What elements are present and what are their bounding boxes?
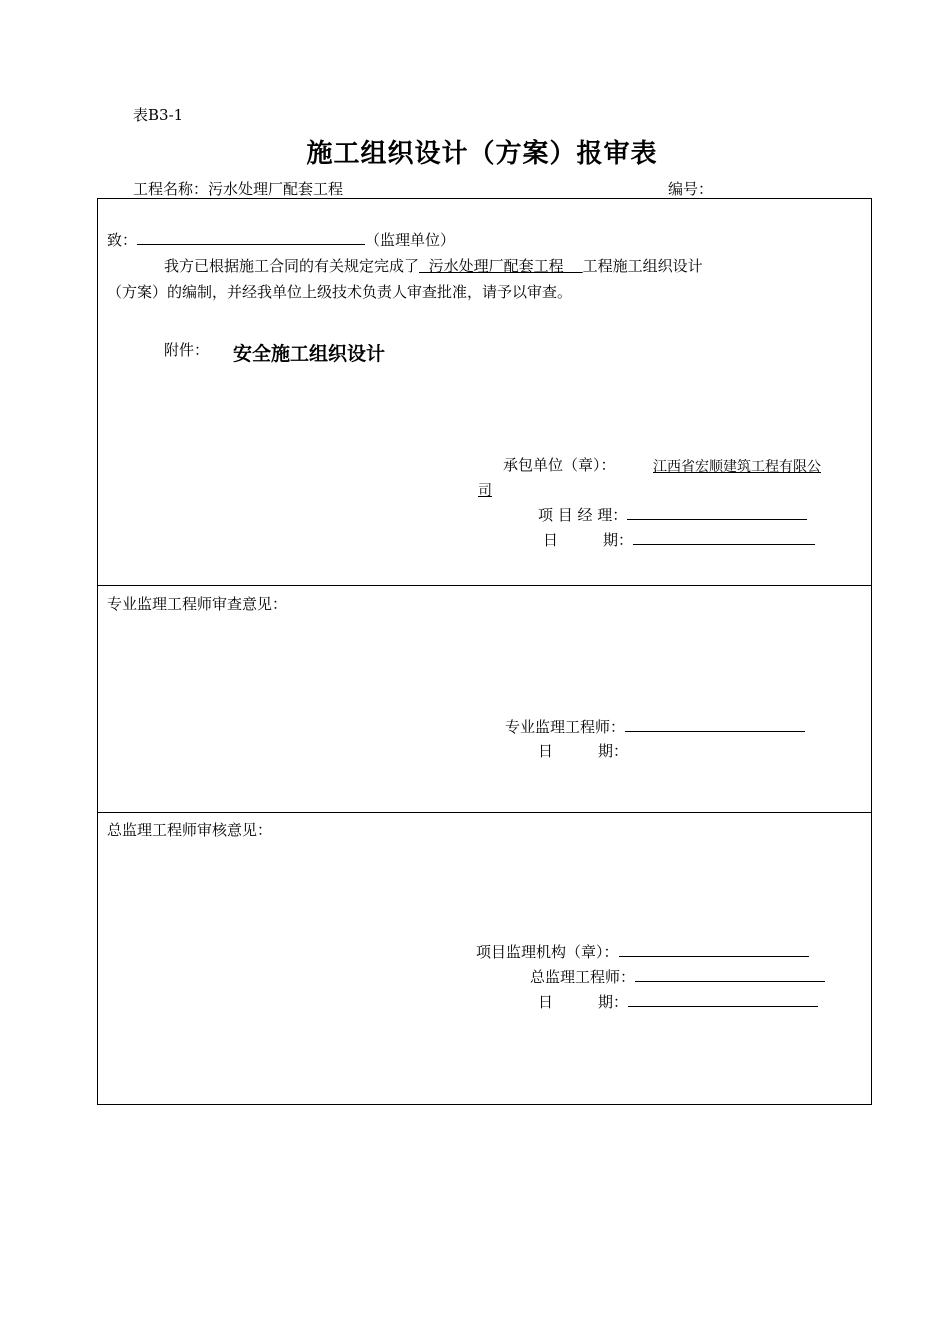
body-line-2: （方案）的编制，并经我单位上级技术负责人审查批准，请予以审查。 — [107, 283, 573, 301]
section1-date-line — [543, 529, 815, 550]
project-name-value: 污水处理厂配套工程 — [208, 180, 344, 198]
specialist-review-heading: 专业监理工程师审查意见： — [107, 595, 288, 613]
chief-review-heading: 总监理工程师审核意见： — [107, 821, 273, 839]
attachment-title: 安全施工组织设计 — [233, 343, 386, 365]
section2-date-line — [538, 740, 628, 761]
to-suffix: （监理单位） — [365, 231, 456, 249]
contractor-value-line2: 司 — [478, 483, 492, 499]
attachment-label: 附件： — [164, 341, 210, 359]
number-label: 编号： — [668, 180, 714, 198]
section-divider-2 — [98, 812, 871, 813]
specialist-engineer-label: 专业监理工程师： — [505, 718, 626, 736]
chief-engineer-line — [530, 966, 825, 987]
section1-date-label: 日 期： — [543, 531, 634, 549]
page-title: 施工组织设计（方案）报审表 — [306, 139, 658, 169]
chief-engineer-label: 总监理工程师： — [530, 968, 636, 986]
supervision-org-label: 项目监理机构（章）： — [476, 943, 619, 961]
to-label: 致： — [107, 231, 138, 249]
specialist-engineer-field[interactable] — [625, 717, 805, 732]
section3-date-field[interactable] — [628, 992, 818, 1007]
contractor-value-line1: 江西省宏顺建筑工程有限公 — [653, 459, 821, 475]
form-code: 表B3-1 — [133, 106, 184, 124]
contractor-label: 承包单位（章）： — [503, 456, 616, 474]
body-prefix: 我方已根据施工合同的有关规定完成了 — [164, 257, 420, 275]
to-line — [107, 229, 455, 250]
body-project-name: 污水处理厂配套工程 — [428, 257, 564, 275]
section3-date-label: 日 期： — [538, 993, 629, 1011]
section2-date-label: 日 期： — [538, 742, 629, 760]
supervision-org-field[interactable] — [619, 942, 809, 957]
section1-date-field[interactable] — [633, 530, 815, 545]
project-manager-line — [538, 504, 807, 525]
project-name-line — [133, 178, 343, 199]
section3-date-line — [538, 991, 818, 1012]
body-line-1 — [164, 255, 703, 276]
project-manager-label: 项 目 经 理： — [538, 506, 628, 524]
specialist-engineer-line — [505, 716, 805, 737]
project-manager-field[interactable] — [627, 505, 807, 520]
number-line — [668, 178, 713, 199]
supervisor-unit-field[interactable] — [137, 230, 365, 245]
section-divider-1 — [98, 585, 871, 586]
body-suffix: 工程施工组织设计 — [582, 257, 703, 275]
project-name-label: 工程名称： — [133, 180, 209, 198]
chief-engineer-field[interactable] — [635, 967, 825, 982]
supervision-org-line — [476, 941, 809, 962]
review-form-table — [97, 198, 872, 1105]
